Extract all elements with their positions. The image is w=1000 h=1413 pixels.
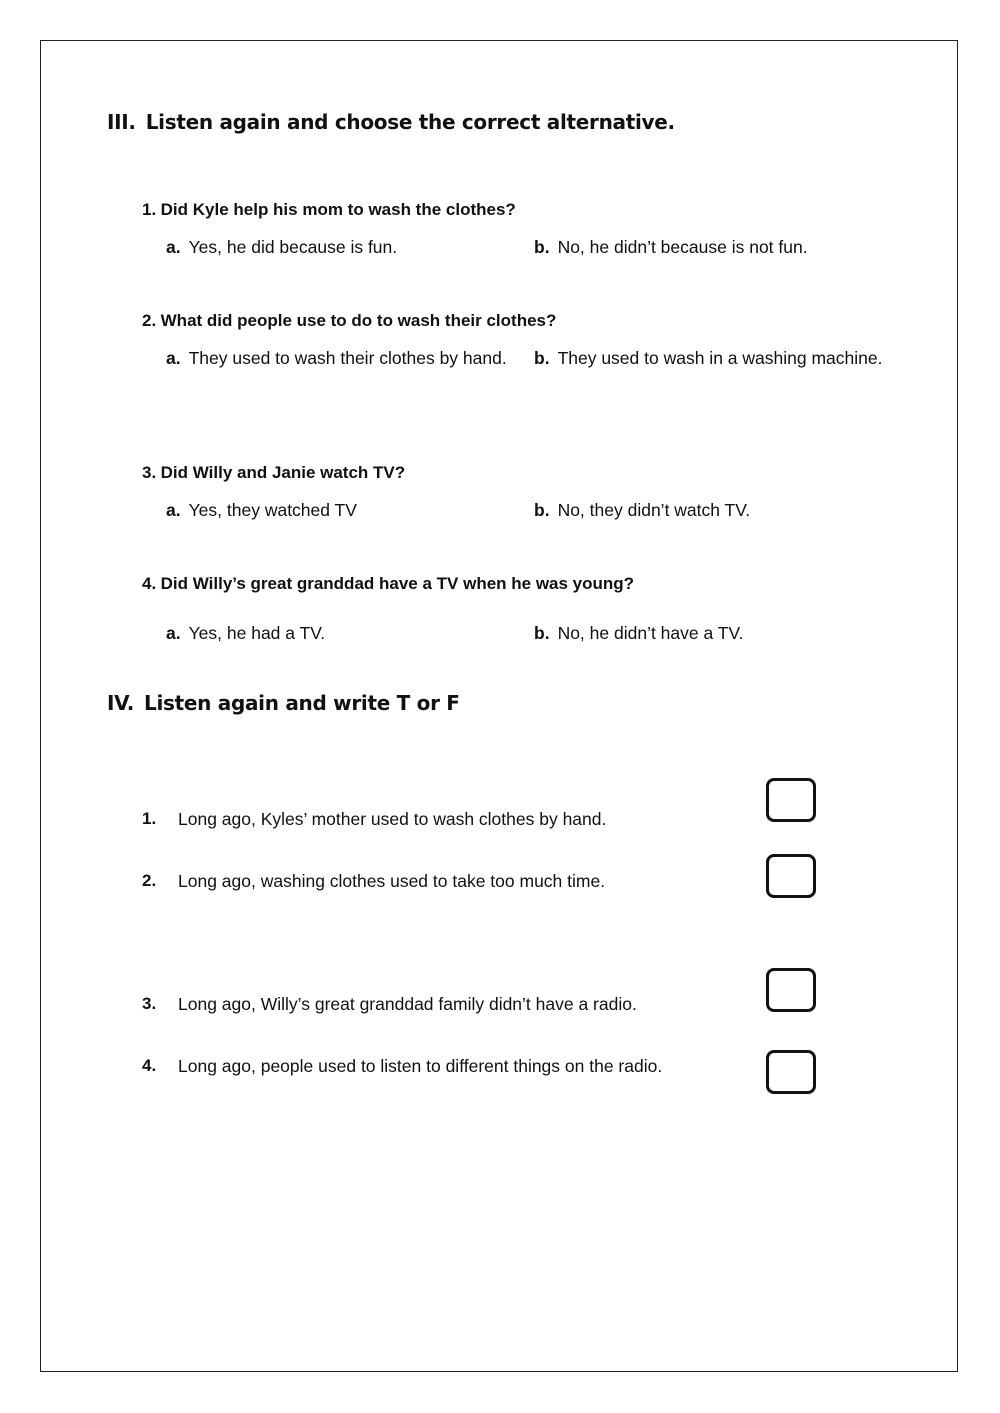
question-3 [142,463,405,483]
option-text: Yes, he had a TV. [188,623,326,643]
option-letter: a. [166,500,181,520]
section-4-title: Listen again and write T or F [144,691,460,715]
question-text: Did Kyle help his mom to wash the clothes? [160,200,516,219]
question-text: Did Willy’s great granddad have a TV when he was young? [160,574,635,593]
tf-statement-4 [142,1056,156,1076]
q3-option-a[interactable] [166,500,357,521]
question-number: 1. [142,200,157,219]
option-letter: a. [166,237,181,257]
section-4-heading [107,691,460,715]
question-number: 3. [142,463,157,482]
q1-option-a[interactable] [166,237,397,258]
tf-answer-box-4[interactable] [766,1050,816,1094]
option-text: They used to wash in a washing machine. [557,348,883,368]
tf-statement-3 [142,994,156,1014]
statement-text: Long ago, people used to listen to different things on the radio. [178,1056,663,1076]
question-1 [142,200,516,220]
option-text: No, he didn’t because is not fun. [557,237,808,257]
q4-option-a[interactable] [166,623,325,644]
question-number: 4. [142,574,157,593]
option-letter: b. [534,237,550,257]
question-number: 2. [142,311,157,330]
statement-number: 1. [142,809,157,828]
statement-number: 2. [142,871,157,890]
section-3-heading [107,110,675,134]
option-text: No, he didn’t have a TV. [557,623,744,643]
statement-number: 3. [142,994,157,1013]
section-3-numeral: III. [107,110,136,134]
statement-text: Long ago, Willy’s great granddad family didn’t have a radio. [178,994,637,1014]
option-text: No, they didn’t watch TV. [557,500,751,520]
option-letter: a. [166,623,181,643]
statement-text: Long ago, Kyles’ mother used to wash clothes by hand. [178,809,607,829]
tf-statement-1 [142,809,156,829]
q2-option-b[interactable] [534,348,882,369]
q2-option-a[interactable] [166,348,507,369]
q3-option-b[interactable] [534,500,750,521]
option-text: Yes, he did because is fun. [188,237,398,257]
question-text: What did people use to do to wash their clothes? [160,311,557,330]
tf-answer-box-3[interactable] [766,968,816,1012]
section-4-numeral: IV. [107,691,135,715]
q1-option-b[interactable] [534,237,808,258]
option-text: They used to wash their clothes by hand. [188,348,507,368]
question-text: Did Willy and Janie watch TV? [160,463,406,482]
option-letter: a. [166,348,181,368]
option-letter: b. [534,500,550,520]
section-3-title: Listen again and choose the correct alternative. [145,110,675,134]
question-2 [142,311,556,331]
tf-statement-2 [142,871,156,891]
tf-answer-box-2[interactable] [766,854,816,898]
option-letter: b. [534,623,550,643]
tf-answer-box-1[interactable] [766,778,816,822]
statement-number: 4. [142,1056,157,1075]
option-text: Yes, they watched TV [188,500,357,520]
statement-text: Long ago, washing clothes used to take too much time. [178,871,606,891]
q4-option-b[interactable] [534,623,743,644]
option-letter: b. [534,348,550,368]
question-4 [142,574,634,594]
